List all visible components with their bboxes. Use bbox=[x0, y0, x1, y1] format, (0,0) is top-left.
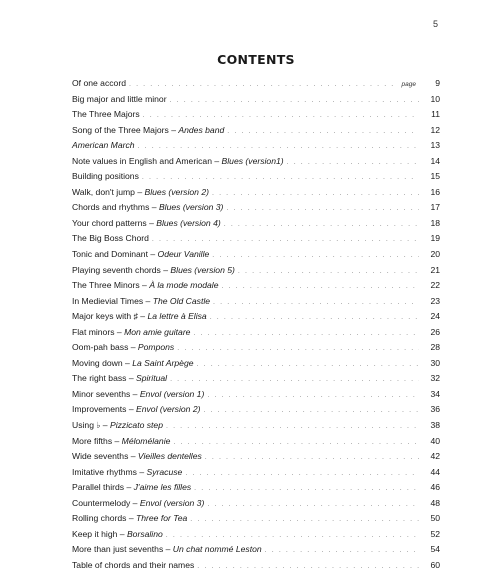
toc-entry-text: Using ♭ – bbox=[72, 420, 110, 431]
dot-leader bbox=[205, 450, 419, 466]
toc-entry bbox=[72, 527, 440, 543]
toc-entry bbox=[72, 169, 440, 185]
toc-entry-text: More fifths – bbox=[72, 435, 122, 446]
toc-entry bbox=[72, 154, 440, 170]
dot-leader bbox=[143, 108, 419, 124]
toc-entry-page: 44 bbox=[430, 466, 440, 477]
toc-entry-text: Moving down – bbox=[72, 357, 133, 368]
toc-entry-piece: J'aime les filles bbox=[133, 482, 192, 493]
dot-leader bbox=[197, 559, 419, 575]
toc-entry-text: The Three Minors – bbox=[72, 280, 150, 291]
toc-entry-piece: Vieilles dentelles bbox=[137, 451, 202, 462]
toc-entry-page: 48 bbox=[430, 497, 440, 508]
toc-entry-title bbox=[72, 278, 219, 294]
toc-entry-title bbox=[72, 263, 235, 279]
dot-leader bbox=[213, 295, 419, 311]
toc-entry-text: Walk, don't jump – bbox=[72, 186, 145, 197]
toc-entry-text: The right bass – bbox=[72, 373, 137, 384]
toc-entry-piece: American March bbox=[72, 140, 135, 151]
toc-entry-title bbox=[72, 371, 167, 387]
toc-entry-title bbox=[72, 200, 223, 216]
toc-entry-page: 21 bbox=[430, 264, 440, 275]
toc-entry-title bbox=[72, 247, 209, 263]
toc-entry-text: Major keys with ♯ – bbox=[72, 311, 148, 322]
toc-entry bbox=[72, 185, 440, 201]
toc-entry-text: Of one accord bbox=[72, 78, 126, 88]
toc-entry-page: 26 bbox=[430, 326, 440, 337]
toc-entry-title bbox=[72, 123, 224, 139]
toc-entry bbox=[72, 325, 440, 341]
dot-leader bbox=[138, 139, 419, 155]
toc-entry bbox=[72, 542, 440, 558]
toc-entry-text: Rolling chords – bbox=[72, 513, 137, 524]
dot-leader bbox=[238, 264, 419, 280]
toc-entry-page: 60 bbox=[430, 559, 440, 570]
toc-entry-page: 28 bbox=[430, 342, 440, 353]
toc-entry-title bbox=[72, 527, 163, 543]
dot-leader bbox=[212, 248, 419, 264]
toc-entry-page: 12 bbox=[430, 124, 440, 135]
dot-leader bbox=[227, 124, 419, 140]
dot-leader bbox=[170, 372, 419, 388]
dot-leader bbox=[203, 403, 419, 419]
toc-entry-piece: Syracuse bbox=[146, 466, 183, 477]
toc-entry-page: 32 bbox=[430, 373, 440, 384]
toc-entry bbox=[72, 76, 440, 92]
dot-leader bbox=[222, 279, 420, 295]
toc-entry-piece: Blues (version 5) bbox=[170, 264, 235, 275]
toc-entry-piece: Andes band bbox=[178, 124, 225, 135]
toc-entry-piece: Spiritual bbox=[136, 373, 168, 384]
toc-entry bbox=[72, 138, 440, 154]
toc-entry-text: Your chord patterns – bbox=[72, 217, 157, 228]
toc-entry-title bbox=[72, 92, 167, 108]
toc-entry bbox=[72, 465, 440, 481]
dot-leader bbox=[197, 357, 419, 373]
document-page bbox=[60, 0, 452, 570]
toc-entry-title bbox=[72, 558, 194, 574]
toc-entry bbox=[72, 511, 440, 527]
toc-entry-text: The Three Majors bbox=[72, 109, 140, 120]
toc-entry-title bbox=[72, 76, 126, 92]
toc-entry-piece: Envol (version 2) bbox=[136, 404, 201, 415]
toc-entry-piece: Blues (version 2) bbox=[144, 186, 209, 197]
toc-entry-title bbox=[72, 185, 209, 201]
dot-leader bbox=[166, 419, 419, 435]
toc-entry-page: 40 bbox=[430, 435, 440, 446]
toc-entry-title bbox=[72, 169, 139, 185]
toc-entry-text: Chords and rhythms – bbox=[72, 202, 159, 213]
toc-entry-title bbox=[72, 231, 149, 247]
toc-entry-title bbox=[72, 154, 284, 170]
toc-entry-page: 24 bbox=[430, 311, 440, 322]
toc-entry bbox=[72, 371, 440, 387]
toc-entry bbox=[72, 92, 440, 108]
toc-entry-piece: Blues (version 4) bbox=[156, 217, 221, 228]
toc-entry-page: 20 bbox=[430, 249, 440, 260]
toc-entry-text: Playing seventh chords – bbox=[72, 264, 171, 275]
toc-entry-title bbox=[72, 216, 221, 232]
toc-entry bbox=[72, 107, 440, 123]
toc-entry-title bbox=[72, 107, 140, 123]
toc-entry-text: In Medievial Times – bbox=[72, 295, 153, 306]
toc-entry-text: Oom-pah bass – bbox=[72, 342, 138, 353]
toc-entry-title bbox=[72, 434, 170, 450]
toc-entry-page: 13 bbox=[430, 140, 440, 151]
toc-entry-page: 52 bbox=[430, 528, 440, 539]
toc-entry-piece: Envol (version 3) bbox=[139, 497, 205, 508]
toc-entry bbox=[72, 294, 440, 310]
toc-entry bbox=[72, 480, 440, 496]
toc-entry-page: 34 bbox=[430, 388, 440, 399]
toc-entry-piece: Mélomélanie bbox=[121, 435, 171, 446]
toc-entry-piece: Un chat nommé Leston bbox=[172, 544, 262, 555]
dot-leader bbox=[224, 217, 419, 233]
toc-entry-text: Big major and little minor bbox=[72, 93, 167, 104]
dot-leader bbox=[170, 93, 419, 109]
toc-entry-text: Flat minors – bbox=[72, 326, 125, 337]
toc-entry-text: Building positions bbox=[72, 171, 139, 182]
toc-entry-page: 14 bbox=[430, 155, 440, 166]
toc-entry bbox=[72, 340, 440, 356]
toc-entry-piece: À la mode modale bbox=[149, 280, 219, 291]
toc-entry bbox=[72, 434, 440, 450]
dot-leader bbox=[193, 326, 419, 342]
page-title: CONTENTS bbox=[217, 52, 295, 67]
page-number: 5 bbox=[432, 19, 438, 29]
toc-entry-piece: La Saint Arpège bbox=[132, 357, 194, 368]
toc-entry-page: 18 bbox=[430, 217, 440, 228]
toc-entry-title bbox=[72, 402, 200, 418]
toc-entry-piece: Mon amie guitare bbox=[124, 326, 191, 337]
toc-entry-piece: Blues (version1) bbox=[221, 155, 284, 166]
toc-entry-title bbox=[72, 496, 204, 512]
toc-entry-text: Keep it high – bbox=[72, 528, 127, 539]
toc-entry-text: Minor sevenths – bbox=[72, 388, 140, 399]
toc-entry bbox=[72, 418, 440, 434]
toc-entry-page: 22 bbox=[430, 280, 440, 291]
toc-entry bbox=[72, 278, 440, 294]
dot-leader bbox=[194, 481, 419, 497]
dot-leader bbox=[129, 77, 399, 93]
toc-entry-piece: The Old Castle bbox=[152, 295, 211, 306]
dot-leader bbox=[152, 232, 419, 248]
dot-leader bbox=[142, 170, 419, 186]
toc-entry bbox=[72, 356, 440, 372]
toc-entry-title bbox=[72, 138, 135, 154]
toc-entry-piece: La lettre à Elisa bbox=[147, 311, 207, 322]
toc-entry-title bbox=[72, 480, 191, 496]
toc-entry-title bbox=[72, 325, 190, 341]
toc-entry-piece: Borsalino bbox=[126, 528, 163, 539]
table-of-contents bbox=[72, 76, 440, 574]
toc-entry-page: 10 bbox=[430, 93, 440, 104]
toc-entry-page: 46 bbox=[430, 482, 440, 493]
toc-entry-title bbox=[72, 309, 207, 325]
toc-entry bbox=[72, 123, 440, 139]
toc-entry-page: 15 bbox=[430, 171, 440, 182]
toc-entry-page: 9 bbox=[435, 78, 440, 88]
page-column-label: page bbox=[401, 81, 416, 88]
toc-entry bbox=[72, 309, 440, 325]
toc-entry-piece: Envol (version 1) bbox=[139, 388, 205, 399]
toc-entry-title bbox=[72, 418, 163, 434]
toc-entry-text: Parallel thirds – bbox=[72, 482, 134, 493]
toc-entry-title bbox=[72, 356, 194, 372]
toc-entry-page: 42 bbox=[430, 451, 440, 462]
toc-entry bbox=[72, 263, 440, 279]
toc-entry-page: 17 bbox=[430, 202, 440, 213]
toc-entry-title bbox=[72, 511, 187, 527]
toc-entry-text: More than just sevenths – bbox=[72, 544, 173, 555]
toc-entry bbox=[72, 216, 440, 232]
dot-leader bbox=[173, 435, 419, 451]
dot-leader bbox=[177, 341, 419, 357]
toc-entry-title bbox=[72, 542, 262, 558]
dot-leader bbox=[287, 155, 419, 171]
dot-leader bbox=[226, 201, 419, 217]
toc-entry-text: Table of chords and their names bbox=[72, 559, 195, 570]
toc-entry-text: Countermelody – bbox=[72, 497, 140, 508]
toc-entry-title bbox=[72, 449, 202, 465]
toc-entry-text: The Big Boss Chord bbox=[72, 233, 149, 244]
toc-entry bbox=[72, 200, 440, 216]
toc-entry-text: Note values in English and American – bbox=[72, 155, 222, 166]
toc-entry-title bbox=[72, 294, 210, 310]
toc-entry-piece: Three for Tea bbox=[136, 513, 188, 524]
toc-entry bbox=[72, 558, 440, 574]
toc-entry-page: 16 bbox=[430, 186, 440, 197]
toc-entry-piece: Odeur Vanille bbox=[157, 249, 210, 260]
toc-entry-page: 11 bbox=[431, 109, 440, 120]
toc-entry-piece: Pompons bbox=[137, 342, 175, 353]
toc-entry-piece: Blues (version 3) bbox=[158, 202, 224, 213]
dot-leader bbox=[207, 388, 419, 404]
toc-entry bbox=[72, 387, 440, 403]
dot-leader bbox=[212, 186, 419, 202]
dot-leader bbox=[190, 512, 419, 528]
toc-entry-text: Tonic and Dominant – bbox=[72, 249, 158, 260]
toc-entry-title bbox=[72, 340, 174, 356]
toc-entry-piece: Pizzicato step bbox=[109, 420, 163, 431]
dot-leader bbox=[166, 528, 419, 544]
toc-entry-page: 54 bbox=[430, 544, 440, 555]
toc-entry-text: Improvements – bbox=[72, 404, 136, 415]
dot-leader bbox=[207, 497, 419, 513]
toc-entry-text: Wide sevenths – bbox=[72, 451, 138, 462]
toc-entry bbox=[72, 496, 440, 512]
dot-leader bbox=[185, 466, 419, 482]
dot-leader bbox=[210, 310, 419, 326]
toc-entry-page: 19 bbox=[430, 233, 440, 244]
toc-entry bbox=[72, 247, 440, 263]
toc-entry-page: 23 bbox=[430, 295, 440, 306]
toc-entry-page: 36 bbox=[430, 404, 440, 415]
toc-entry-text: Song of the Three Majors – bbox=[72, 124, 179, 135]
toc-entry-page: 50 bbox=[430, 513, 440, 524]
toc-entry bbox=[72, 402, 440, 418]
toc-entry bbox=[72, 231, 440, 247]
toc-entry-text: Imitative rhythms – bbox=[72, 466, 147, 477]
toc-entry-title bbox=[72, 387, 204, 403]
toc-entry-page: 38 bbox=[430, 420, 440, 431]
toc-entry bbox=[72, 449, 440, 465]
toc-entry-page: 30 bbox=[430, 357, 440, 368]
dot-leader bbox=[265, 543, 419, 559]
toc-entry-title bbox=[72, 465, 182, 481]
